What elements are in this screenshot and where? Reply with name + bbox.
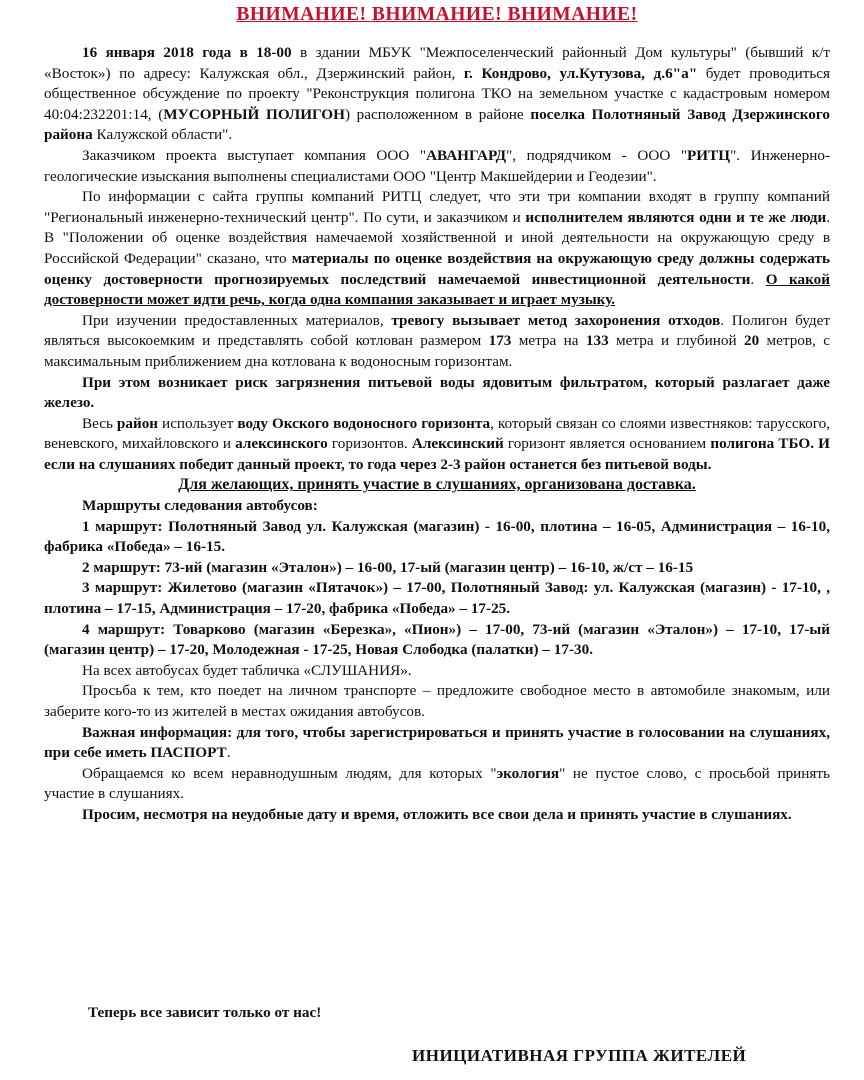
paragraph-companies: По информации с сайта группы компаний РИТЦ следует, что эти три компании входят в группу компаний "Региональный инженерно-технический центр". По сути, и заказчиком и исполнителем являются одни и те же люди. В "Положении об оценке воздействия намечаемой хозяйственной и иной деятельности на окружающую среду в Российской Федерации" сказано, что материалы по оценке воздействия на окружающую среду должны содержать оценку достоверности прогнозируемых последствий намечаемой инвестиционной деятельности. О какой достоверности может идти речь, когда одна компания заказывает и играет музыку. (44, 188, 831, 309)
paragraph-materials: При изучении предоставленных материалов, тревогу вызывает метод захоронения отходов. Полигон будет являться высокоемким и представлять собой котлован размером 173 метра на 133 метра и глубиной 20 метров, с максимальным приближением дна котлована к водоносным горизонтам. (44, 311, 830, 370)
notice-footer (50, 1002, 864, 1072)
paragraph-water: Весь район использует воду Окского водоносного горизонта, который связан со слоями известняков: тарусского, веневского, михайловского и алексинского горизонтов. Алексинский горизонт является основанием полигона ТБО. И если на слушаниях победит данный проект, то года через 2-3 район останется без питьевой воды. (44, 414, 831, 473)
signature: ИНИЦИАТИВНАЯ ГРУППА ЖИТЕЛЕЙ (412, 1046, 747, 1065)
route-3: 3 маршрут: Жилетово (магазин «Пятачок») – 17-00, Полотняный Завод: ул. Калужская (магазин) - 17-10, , плотина – 17-15, Администрация – 17-20, фабрика «Победа» – 17-25. (44, 579, 830, 618)
notice-page (44, 0, 830, 826)
paragraph-event: 16 января 2018 года в 18-00 в здании МБУК "Межпоселенческий районный Дом культуры" (бывший к/т «Восток») по адресу: Калужская обл., Дзержинский район, г. Кондрово, ул.Кутузова, д.6"а" будет проводиться общественное обсуждение по проекту "Реконструкция полигона ТКО на земельном участке с кадастровым номером 40:04:232201:14, (МУСОРНЫЙ ПОЛИГОН) расположенном в районе поселка Полотняный Завод Дзержинского района Калужской области". (44, 44, 831, 144)
appeal: Обращаемся ко всем неравнодушным людям, для которых "экология" не пустое слово, с просьбой принять участие в слушаниях. (44, 764, 830, 803)
notice-title: ВНИМАНИЕ! ВНИМАНИЕ! ВНИМАНИЕ! (236, 4, 638, 25)
paragraph-risk: При этом возникает риск загрязнения питьевой воды ядовитым фильтратом, который разлагает даже железо. (44, 373, 830, 412)
plea: Просим, несмотря на неудобные дату и время, отложить все свои дела и принять участие в слушаниях. (82, 805, 792, 823)
sign-note: На всех автобусах будет табличка «СЛУШАНИЯ». (82, 661, 412, 679)
transport-request: Просьба к тем, кто поедет на личном транспорте – предложите свободное место в автомобиле знакомым, или заберите кого-то из жителей в местах ожидания автобусов. (44, 682, 830, 720)
route-4: 4 маршрут: Товарково (магазин «Березка», «Пион») – 17-00, 73-ий (магазин «Эталон») – 17-10, 17-ый (магазин центр) – 17-20, Молодежная - 17-25, Новая Слободка (палатки) – 17-30. (44, 620, 830, 659)
notice-body (44, 43, 830, 826)
final-statement: Теперь все зависит только от нас! (88, 1004, 322, 1021)
paragraph-customer: Заказчиком проекта выступает компания ООО "АВАНГАРД", подрядчиком - ООО "РИТЦ". Инженерно-геологические изыскания выполнены специалистами ООО "Центр Макшейдерии и Геодезии". (44, 146, 830, 185)
routes-title: Маршруты следования автобусов: (82, 497, 318, 515)
route-2: 2 маршрут: 73-ий (магазин «Эталон») – 16-00, 17-ый (магазин центр) – 16-10, ж/ст – 16-15 (82, 558, 694, 576)
important-info: Важная информация: для того, чтобы зарегистрироваться и принять участие в голосовании на слушаниях, при себе иметь ПАСПОРТ. (44, 723, 830, 762)
delivery-heading: Для желающих, принять участие в слушаниях, организована доставка. (178, 476, 696, 494)
route-1: 1 маршрут: Полотняный Завод ул. Калужская (магазин) - 16-00, плотина – 16-05, Администрация – 16-10, фабрика «Победа» – 16-15. (44, 517, 830, 556)
